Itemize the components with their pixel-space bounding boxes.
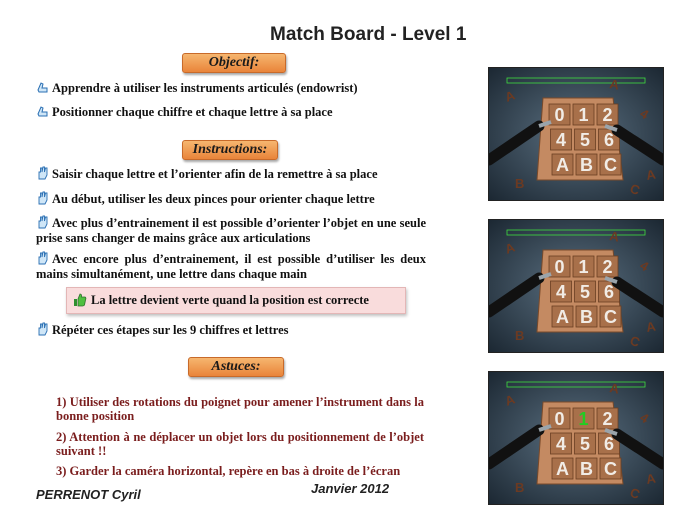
board-piece: C xyxy=(604,307,617,327)
date: Janvier 2012 xyxy=(311,481,390,496)
loose-piece: A xyxy=(644,318,657,335)
board-piece: 4 xyxy=(555,130,567,150)
board-piece: 4 xyxy=(555,434,567,454)
instruction-text-4: Avec encore plus d’entrainement, il est possible d’utiliser les deux mains simultanément, une lettre dans chaque main xyxy=(36,252,426,281)
loose-piece: B xyxy=(515,480,525,495)
board-piece: 0 xyxy=(554,257,565,277)
instruction-item-1 xyxy=(36,166,426,182)
astuce-1: 1) Utiliser des rotations du poignet pour amener l’instrument dans la bonne position xyxy=(56,395,424,423)
objectif-text-1: Apprendre à utiliser les instruments articulés (endowrist) xyxy=(52,81,358,95)
objectif-text-2: Positionner chaque chiffre et chaque lettre à sa place xyxy=(52,105,333,119)
page-title: Match Board - Level 1 xyxy=(270,24,467,45)
instruction-item-3 xyxy=(36,215,426,246)
board-piece: 6 xyxy=(603,282,615,302)
screenshot-1 xyxy=(488,67,664,201)
board-piece: 1 xyxy=(578,409,589,429)
correct-position-text: La lettre devient verte quand la position est correcte xyxy=(91,293,369,307)
instruction-text-1: Saisir chaque lettre et l’orienter afin de la remettre à sa place xyxy=(52,167,378,181)
loose-piece: A xyxy=(502,391,517,409)
loose-piece: 4 xyxy=(637,105,652,123)
objectif-header: Objectif: xyxy=(182,53,286,73)
raised-hand-icon xyxy=(36,251,50,265)
board-piece: C xyxy=(604,459,617,479)
loose-piece: A xyxy=(644,470,657,487)
loose-piece: A xyxy=(608,380,621,397)
instruction-item-2 xyxy=(36,191,426,207)
astuces-header: Astuces: xyxy=(188,357,284,377)
board-piece: 5 xyxy=(579,282,591,302)
screenshot-3 xyxy=(488,371,664,505)
repeat-item xyxy=(36,322,426,338)
pointing-hand-icon xyxy=(36,104,50,118)
thumbs-up-icon xyxy=(72,292,88,308)
board-piece: 2 xyxy=(602,409,613,429)
board-piece: 0 xyxy=(554,105,565,125)
astuce-2: 2) Attention à ne déplacer un objet lors du positionnement de l’objet suivant !! xyxy=(56,430,424,458)
board-piece: 5 xyxy=(579,434,591,454)
board-piece: 2 xyxy=(602,257,613,277)
instruction-item-4 xyxy=(36,251,426,282)
repeat-text: Répéter ces étapes sur les 9 chiffres et lettres xyxy=(52,323,289,337)
board-piece: 5 xyxy=(579,130,591,150)
instruction-text-2: Au début, utiliser les deux pinces pour orienter chaque lettre xyxy=(52,192,375,206)
objectif-item-1 xyxy=(36,80,456,96)
author: PERRENOT Cyril xyxy=(36,487,141,502)
correct-position-note xyxy=(66,287,406,314)
loose-piece: B xyxy=(515,176,525,191)
board-piece: C xyxy=(604,155,617,175)
loose-piece: 4 xyxy=(637,409,652,427)
instructions-header: Instructions: xyxy=(182,140,278,160)
loose-piece: A xyxy=(608,76,621,93)
raised-hand-icon xyxy=(36,322,50,336)
board-piece: 2 xyxy=(602,105,613,125)
board-piece: A xyxy=(556,307,569,327)
board-piece: B xyxy=(580,155,593,175)
objectif-item-2 xyxy=(36,104,456,120)
board-piece: 1 xyxy=(578,105,589,125)
loose-piece: A xyxy=(644,166,657,183)
loose-piece: A xyxy=(608,228,621,245)
board-piece: 6 xyxy=(603,130,615,150)
loose-piece: A xyxy=(502,87,517,105)
loose-piece: 4 xyxy=(637,257,652,275)
loose-piece: A xyxy=(502,239,517,257)
board-piece: B xyxy=(580,307,593,327)
pointing-hand-icon xyxy=(36,80,50,94)
loose-piece: C xyxy=(627,180,642,199)
board-piece: A xyxy=(556,155,569,175)
board-piece: 4 xyxy=(555,282,567,302)
raised-hand-icon xyxy=(36,191,50,205)
board-piece: 1 xyxy=(578,257,589,277)
loose-piece: B xyxy=(515,328,525,343)
board-piece: A xyxy=(556,459,569,479)
instruction-text-3: Avec plus d’entrainement il est possible d’orienter l’objet en une seule prise sans changer de mains grâce aux articulations xyxy=(36,216,426,245)
raised-hand-icon xyxy=(36,166,50,180)
board-piece: B xyxy=(580,459,593,479)
board-piece: 0 xyxy=(554,409,565,429)
astuce-3: 3) Garder la caméra horizontal, repère en bas à droite de l’écran xyxy=(56,464,401,478)
board-piece: 6 xyxy=(603,434,615,454)
loose-piece: C xyxy=(627,484,642,503)
loose-piece: C xyxy=(627,332,642,351)
screenshot-2 xyxy=(488,219,664,353)
raised-hand-icon xyxy=(36,215,50,229)
